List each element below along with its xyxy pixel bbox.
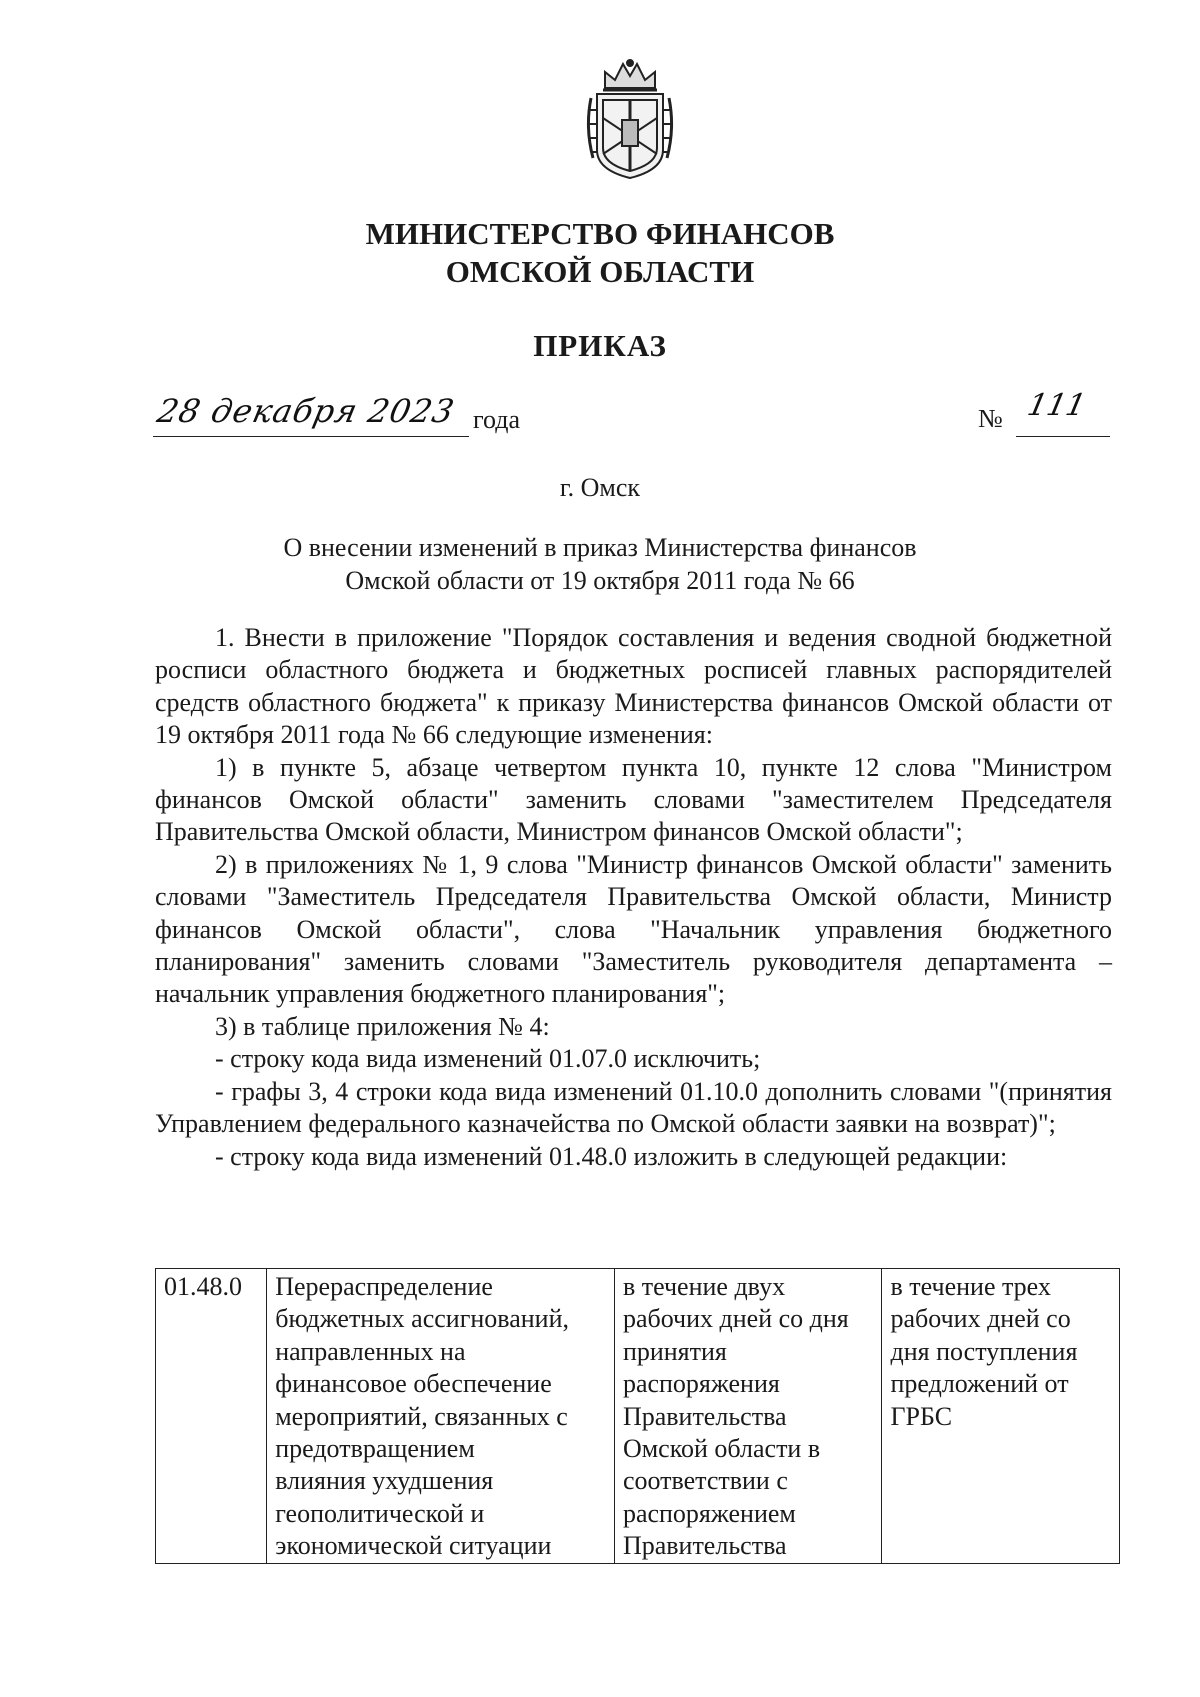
cell-line: Перераспределение [275, 1272, 493, 1301]
paragraph-dash-1: - строку кода вида изменений 01.07.0 исключить; [215, 1044, 761, 1074]
ministry-name-line1: МИНИСТЕРСТВО ФИНАНСОВ [365, 216, 835, 251]
cell-line: экономической ситуации [275, 1531, 552, 1561]
cell-line: бюджетных ассигнований, [275, 1304, 570, 1334]
cell-line: ГРБС [890, 1401, 953, 1431]
cell-line: Правительства [622, 1531, 787, 1561]
table-cell-description [267, 1269, 615, 1564]
cell-line: геополитической и [275, 1498, 485, 1528]
paragraph-subitem-2: 2) в приложениях № 1, 9 слова "Министр финансов Омской области" заменить словами "Заместитель Председателя Правительства Омской области, Министр финансов Омской области", слова "Начальник управления бюджетного планирования" заменить словами "Заместитель руководителя департамента – начальник управления бюджетного планирования"; [155, 849, 1112, 1009]
subject-line1: О внесении изменений в приказ Министерства финансов [283, 533, 917, 562]
paragraph-subitem-1: 1) в пункте 5, абзаце четвертом пункта 10, пункте 12 слова "Министром финансов Омской области" заменить словами "заместителем Председателя Правительства Омской области, Министром финансов Омской области"; [155, 752, 1112, 847]
ministry-name-line2: ОМСКОЙ ОБЛАСТИ [445, 254, 755, 289]
paragraph-dash-2: - графы 3, 4 строки кода вида изменений 01.10.0 дополнить словами "(принятия Управлением федерального казначейства по Омской области заявки на возврат)"; [155, 1076, 1112, 1139]
handwritten-date: 28 декабря 2023 [153, 392, 459, 430]
cell-line: рабочих дней со [890, 1304, 1071, 1334]
handwritten-number: 111 [1024, 388, 1089, 423]
table-cell-term-entry [614, 1269, 882, 1564]
cell-line: финансовое обеспечение [275, 1369, 552, 1399]
cell-line: Правительства [622, 1401, 787, 1431]
cell-line: распоряжения [622, 1369, 780, 1399]
change-codes-table [155, 1268, 1120, 1564]
cell-line: соответствии с [622, 1466, 788, 1496]
paragraph-item-1: 1. Внести в приложение "Порядок составления и ведения сводной бюджетной росписи областного бюджета и бюджетных росписей главных распорядителей средств областного бюджета" к приказу Министерства финансов Омской области от 19 октября 2011 года № 66 следующие изменения: [155, 623, 1112, 750]
cell-line: в течение трех [890, 1272, 1051, 1301]
paragraph-dash-3: - строку кода вида изменений 01.48.0 изложить в следующей редакции: [215, 1141, 1008, 1171]
cell-line: направленных на [275, 1336, 466, 1366]
cell-line: распоряжением [622, 1498, 796, 1528]
cell-line: предложений от [890, 1369, 1069, 1399]
cell-line: рабочих дней со дня [622, 1304, 849, 1334]
table-cell-term-proposal [882, 1269, 1120, 1564]
table-cell-code: 01.48.0 [156, 1269, 267, 1564]
cell-line: влияния ухудшения [275, 1466, 494, 1496]
cell-line: предотвращением [275, 1434, 475, 1464]
cell-line: мероприятий, связанных с [275, 1401, 568, 1431]
subject-line2: Омской области от 19 октября 2011 года № 66 [345, 566, 855, 595]
table-row [156, 1269, 1120, 1564]
omsk-region-coat-of-arms-icon [583, 58, 677, 182]
city-line: г. Омск [559, 473, 641, 502]
date-suffix: года [473, 405, 521, 434]
order-body [155, 622, 1112, 1173]
cell-line: дня поступления [890, 1336, 1078, 1366]
cell-line: принятия [622, 1336, 727, 1366]
document-type-title: ПРИКАЗ [533, 328, 667, 363]
cell-line: в течение двух [622, 1272, 786, 1301]
cell-line: Омской области в [622, 1434, 821, 1464]
paragraph-subitem-3: 3) в таблице приложения № 4: [215, 1011, 550, 1041]
number-sign: № [978, 404, 1003, 433]
